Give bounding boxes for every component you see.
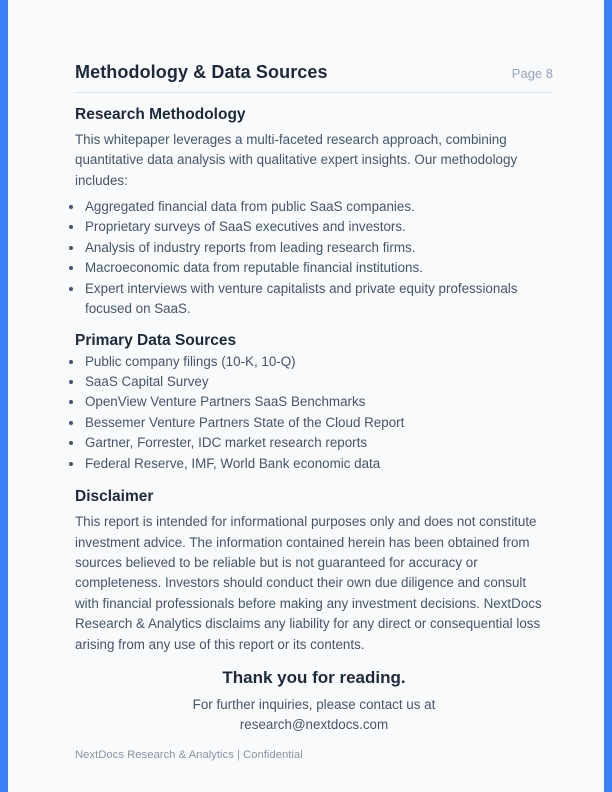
- section-heading-disclaimer: Disclaimer: [75, 487, 154, 505]
- list-item: • Federal Reserve, IMF, World Bank economic data: [84, 454, 553, 474]
- methodology-list: [75, 197, 553, 319]
- list-item: • Proprietary surveys of SaaS executives and investors.: [84, 217, 553, 237]
- section-primary-data-sources: [75, 331, 553, 474]
- section-heading-primary-data-sources: Primary Data Sources: [75, 332, 237, 350]
- list-item: • Public company filings (10-K, 10-Q): [84, 352, 553, 372]
- page-footer: NextDocs Research & Analytics | Confidential: [75, 749, 303, 762]
- thank-you-message: Thank you for reading.: [222, 667, 406, 687]
- data-sources-list: [75, 352, 553, 474]
- list-item: • Analysis of industry reports from leading research firms.: [84, 238, 553, 258]
- contact-email: research@nextdocs.com: [239, 716, 389, 732]
- page-number: Page 8: [511, 66, 553, 81]
- section-disclaimer: [75, 487, 553, 655]
- contact-info: [75, 695, 553, 734]
- list-item: • OpenView Venture Partners SaaS Benchmarks: [84, 392, 553, 412]
- list-item: • Macroeconomic data from reputable financial institutions.: [84, 258, 553, 278]
- disclaimer-text: This report is intended for informational purposes only and does not constitute investment advice. The information contained herein has been obtained from sources believed to be reliable but is not guaranteed for accuracy or completeness. Investors should conduct their own due diligence and consult with financial professionals before making any investment decisions. NextDocs Research & Analytics disclaims any liability for any direct or consequential loss arising from any use of this report or its contents.: [75, 514, 542, 652]
- section-heading-research-methodology: Research Methodology: [75, 105, 246, 123]
- list-item: • SaaS Capital Survey: [84, 372, 553, 392]
- research-methodology-intro: This whitepaper leverages a multi-faceted research approach, combining quantitative data analysis with qualitative expert insights. Our methodology includes:: [75, 131, 518, 188]
- list-item: • Bessemer Venture Partners State of the Cloud Report: [84, 413, 553, 433]
- contact-line: For further inquiries, please contact us at: [192, 697, 436, 713]
- list-item: • Expert interviews with venture capitalists and private equity professionals focused on SaaS.: [84, 279, 553, 320]
- page-header: [75, 62, 553, 84]
- header-divider: [75, 92, 553, 93]
- list-item: • Gartner, Forrester, IDC market research reports: [84, 433, 553, 453]
- page-title: Methodology & Data Sources: [75, 62, 328, 82]
- list-item: • Aggregated financial data from public SaaS companies.: [84, 197, 553, 217]
- section-research-methodology: [75, 105, 553, 320]
